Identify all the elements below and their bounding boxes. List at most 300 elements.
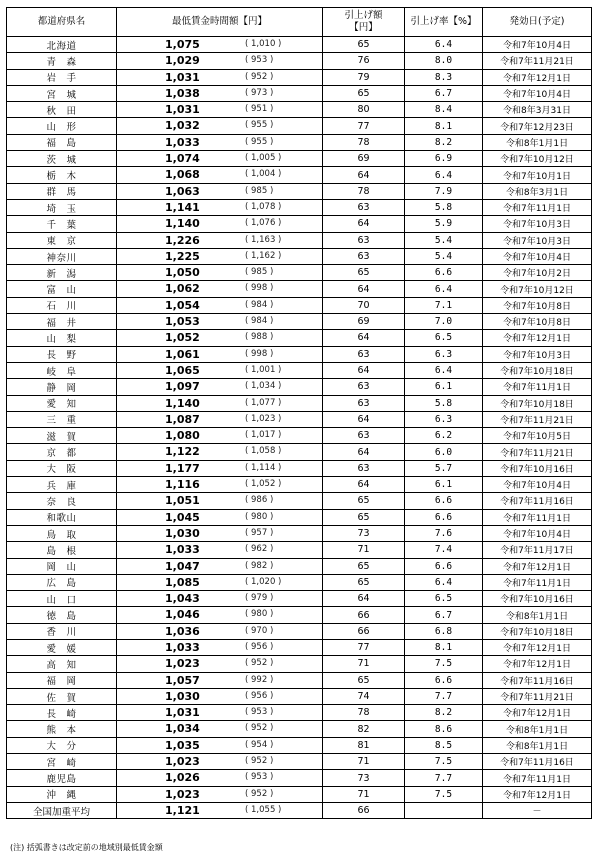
raise-amount: 81 — [323, 737, 405, 753]
effective-date: 令和7年12月1日 — [483, 69, 592, 85]
new-wage: 1,026 — [165, 771, 200, 785]
raise-amount: 78 — [323, 134, 405, 150]
prefecture-name: 愛 媛 — [7, 639, 117, 655]
previous-wage: ( 952 ) — [245, 658, 274, 669]
effective-date: 令和7年10月4日 — [483, 248, 592, 264]
raise-amount: 63 — [323, 460, 405, 476]
new-wage: 1,036 — [165, 624, 200, 638]
new-wage: 1,097 — [165, 380, 200, 394]
prefecture-name: 奈 良 — [7, 493, 117, 509]
effective-date: 令和7年11月21日 — [483, 53, 592, 69]
raise-rate: 6.2 — [405, 428, 483, 444]
new-wage: 1,050 — [165, 266, 200, 280]
wage-cell — [117, 656, 323, 672]
prefecture-name: 長 崎 — [7, 705, 117, 721]
prefecture-name: 愛 知 — [7, 395, 117, 411]
previous-wage: ( 1,004 ) — [245, 169, 282, 180]
prefecture-name: 大 分 — [7, 737, 117, 753]
raise-rate: 7.7 — [405, 770, 483, 786]
wage-cell — [117, 53, 323, 69]
wage-cell — [117, 69, 323, 85]
wage-cell — [117, 623, 323, 639]
raise-amount: 69 — [323, 151, 405, 167]
table-row — [7, 395, 592, 411]
header-raise-rate: 引上げ率【%】 — [405, 8, 483, 37]
prefecture-name: 岡 山 — [7, 558, 117, 574]
new-wage: 1,080 — [165, 429, 200, 443]
wage-cell — [117, 265, 323, 281]
raise-rate: 8.1 — [405, 118, 483, 134]
new-wage: 1,031 — [165, 706, 200, 720]
raise-amount: 71 — [323, 754, 405, 770]
wage-cell — [117, 428, 323, 444]
prefecture-name: 山 形 — [7, 118, 117, 134]
effective-date: 令和8年1月1日 — [483, 737, 592, 753]
previous-wage: ( 952 ) — [245, 71, 274, 82]
raise-rate: 6.4 — [405, 281, 483, 297]
raise-rate: 6.7 — [405, 85, 483, 101]
table-row — [7, 85, 592, 101]
wage-cell — [117, 183, 323, 199]
effective-date: 令和7年10月4日 — [483, 37, 592, 53]
new-wage: 1,061 — [165, 347, 200, 361]
raise-amount: 65 — [323, 558, 405, 574]
table-row — [7, 411, 592, 427]
previous-wage: ( 1,078 ) — [245, 201, 282, 212]
previous-wage: ( 954 ) — [245, 739, 274, 750]
previous-wage: ( 973 ) — [245, 87, 274, 98]
effective-date: 令和7年12月1日 — [483, 705, 592, 721]
prefecture-name: 和歌山 — [7, 509, 117, 525]
prefecture-name: 福 島 — [7, 134, 117, 150]
effective-date: 令和7年12月23日 — [483, 118, 592, 134]
raise-amount: 73 — [323, 770, 405, 786]
effective-date: 令和7年10月2日 — [483, 265, 592, 281]
effective-date: 令和7年10月3日 — [483, 232, 592, 248]
new-wage: 1,031 — [165, 70, 200, 84]
wage-cell — [117, 770, 323, 786]
table-row — [7, 558, 592, 574]
effective-date: 令和7年10月16日 — [483, 591, 592, 607]
raise-rate: 6.0 — [405, 444, 483, 460]
raise-amount: 65 — [323, 85, 405, 101]
raise-amount: 66 — [323, 623, 405, 639]
effective-date: 令和7年12月1日 — [483, 786, 592, 802]
raise-amount: 63 — [323, 346, 405, 362]
new-wage: 1,065 — [165, 363, 200, 377]
average-previous-wage: ( 1,055 ) — [245, 804, 282, 815]
average-row — [7, 802, 592, 818]
previous-wage: ( 1,020 ) — [245, 576, 282, 587]
table-row — [7, 574, 592, 590]
wage-cell — [117, 672, 323, 688]
wage-cell — [117, 460, 323, 476]
raise-rate: 6.6 — [405, 493, 483, 509]
raise-amount: 63 — [323, 395, 405, 411]
average-wage-cell — [117, 802, 323, 818]
wage-cell — [117, 786, 323, 802]
previous-wage: ( 1,001 ) — [245, 364, 282, 375]
table-row — [7, 330, 592, 346]
effective-date: 令和7年10月18日 — [483, 395, 592, 411]
wage-cell — [117, 151, 323, 167]
wage-cell — [117, 248, 323, 264]
header-effective-date: 発効日(予定) — [483, 8, 592, 37]
header-raise-amount: 引上げ額 【円】 — [323, 8, 405, 37]
previous-wage: ( 955 ) — [245, 136, 274, 147]
raise-amount: 64 — [323, 477, 405, 493]
new-wage: 1,032 — [165, 119, 200, 133]
raise-amount: 63 — [323, 232, 405, 248]
prefecture-name: 富 山 — [7, 281, 117, 297]
raise-rate: 6.7 — [405, 607, 483, 623]
raise-amount: 78 — [323, 705, 405, 721]
raise-amount: 82 — [323, 721, 405, 737]
wage-cell — [117, 216, 323, 232]
raise-amount: 80 — [323, 102, 405, 118]
previous-wage: ( 952 ) — [245, 756, 274, 767]
wage-cell — [117, 607, 323, 623]
table-row — [7, 607, 592, 623]
raise-rate: 6.1 — [405, 379, 483, 395]
raise-amount: 64 — [323, 216, 405, 232]
previous-wage: ( 985 ) — [245, 185, 274, 196]
effective-date: 令和7年11月16日 — [483, 493, 592, 509]
new-wage: 1,031 — [165, 103, 200, 117]
prefecture-name: 島 根 — [7, 542, 117, 558]
prefecture-name: 東 京 — [7, 232, 117, 248]
wage-cell — [117, 737, 323, 753]
wage-cell — [117, 558, 323, 574]
table-row — [7, 37, 592, 53]
table-row — [7, 69, 592, 85]
new-wage: 1,054 — [165, 298, 200, 312]
effective-date: 令和7年10月12日 — [483, 151, 592, 167]
raise-amount: 65 — [323, 37, 405, 53]
prefecture-name: 石 川 — [7, 297, 117, 313]
new-wage: 1,035 — [165, 738, 200, 752]
raise-amount: 64 — [323, 167, 405, 183]
raise-rate: 6.9 — [405, 151, 483, 167]
previous-wage: ( 955 ) — [245, 120, 274, 131]
table-row — [7, 688, 592, 704]
prefecture-name: 熊 本 — [7, 721, 117, 737]
average-label: 全国加重平均 — [7, 802, 117, 818]
raise-rate: 6.6 — [405, 265, 483, 281]
effective-date: 令和7年12月1日 — [483, 330, 592, 346]
raise-amount: 71 — [323, 786, 405, 802]
table-row — [7, 444, 592, 460]
raise-rate: 7.5 — [405, 656, 483, 672]
new-wage: 1,029 — [165, 54, 200, 68]
new-wage: 1,140 — [165, 217, 200, 231]
effective-date: 令和7年12月1日 — [483, 558, 592, 574]
previous-wage: ( 951 ) — [245, 104, 274, 115]
raise-amount: 74 — [323, 688, 405, 704]
table-row — [7, 525, 592, 541]
raise-amount: 65 — [323, 672, 405, 688]
prefecture-name: 長 野 — [7, 346, 117, 362]
raise-rate: 7.1 — [405, 297, 483, 313]
raise-rate: 8.6 — [405, 721, 483, 737]
previous-wage: ( 984 ) — [245, 316, 274, 327]
minimum-wage-table-container — [6, 7, 592, 819]
raise-rate: 6.8 — [405, 623, 483, 639]
table-row — [7, 754, 592, 770]
new-wage: 1,045 — [165, 510, 200, 524]
new-wage: 1,023 — [165, 787, 200, 801]
effective-date: 令和7年11月17日 — [483, 542, 592, 558]
prefecture-name: 福 井 — [7, 314, 117, 330]
new-wage: 1,052 — [165, 331, 200, 345]
wage-cell — [117, 85, 323, 101]
prefecture-name: 静 岡 — [7, 379, 117, 395]
effective-date: 令和7年11月1日 — [483, 574, 592, 590]
raise-rate: 6.1 — [405, 477, 483, 493]
new-wage: 1,023 — [165, 657, 200, 671]
raise-amount: 63 — [323, 428, 405, 444]
effective-date: 令和8年1月1日 — [483, 134, 592, 150]
new-wage: 1,116 — [165, 478, 200, 492]
new-wage: 1,225 — [165, 249, 200, 263]
prefecture-name: 埼 玉 — [7, 199, 117, 215]
table-row — [7, 379, 592, 395]
new-wage: 1,047 — [165, 559, 200, 573]
new-wage: 1,033 — [165, 135, 200, 149]
raise-amount: 71 — [323, 542, 405, 558]
table-row — [7, 656, 592, 672]
table-row — [7, 591, 592, 607]
raise-rate: 7.7 — [405, 688, 483, 704]
wage-cell — [117, 330, 323, 346]
table-row — [7, 216, 592, 232]
wage-cell — [117, 199, 323, 215]
wage-cell — [117, 37, 323, 53]
minimum-wage-table — [6, 7, 592, 819]
previous-wage: ( 1,058 ) — [245, 446, 282, 457]
prefecture-name: 茨 城 — [7, 151, 117, 167]
table-row — [7, 232, 592, 248]
raise-rate: 7.0 — [405, 314, 483, 330]
new-wage: 1,030 — [165, 689, 200, 703]
table-row — [7, 102, 592, 118]
table-row — [7, 705, 592, 721]
wage-cell — [117, 102, 323, 118]
table-row — [7, 623, 592, 639]
average-raise-rate — [405, 802, 483, 818]
new-wage: 1,075 — [165, 38, 200, 51]
new-wage: 1,062 — [165, 282, 200, 296]
raise-rate: 7.4 — [405, 542, 483, 558]
raise-amount: 69 — [323, 314, 405, 330]
raise-amount: 65 — [323, 493, 405, 509]
raise-amount: 70 — [323, 297, 405, 313]
prefecture-name: 新 潟 — [7, 265, 117, 281]
table-row — [7, 53, 592, 69]
raise-rate: 6.6 — [405, 558, 483, 574]
wage-cell — [117, 346, 323, 362]
raise-rate: 8.2 — [405, 705, 483, 721]
prefecture-name: 神奈川 — [7, 248, 117, 264]
prefecture-name: 京 都 — [7, 444, 117, 460]
previous-wage: ( 953 ) — [245, 55, 274, 66]
wage-cell — [117, 379, 323, 395]
effective-date: 令和7年10月4日 — [483, 525, 592, 541]
new-wage: 1,030 — [165, 526, 200, 540]
previous-wage: ( 980 ) — [245, 609, 274, 620]
previous-wage: ( 980 ) — [245, 511, 274, 522]
table-row — [7, 167, 592, 183]
prefecture-name: 千 葉 — [7, 216, 117, 232]
raise-amount: 63 — [323, 379, 405, 395]
raise-amount: 64 — [323, 330, 405, 346]
new-wage: 1,177 — [165, 461, 200, 475]
raise-amount: 64 — [323, 281, 405, 297]
previous-wage: ( 1,077 ) — [245, 397, 282, 408]
raise-rate: 6.6 — [405, 509, 483, 525]
previous-wage: ( 998 ) — [245, 348, 274, 359]
previous-wage: ( 988 ) — [245, 332, 274, 343]
wage-cell — [117, 297, 323, 313]
average-effective-date: － — [483, 802, 592, 818]
table-row — [7, 428, 592, 444]
footnote: (注) 括弧書きは改定前の地域別最低賃金額 — [10, 843, 163, 852]
raise-amount: 79 — [323, 69, 405, 85]
effective-date: 令和7年10月1日 — [483, 167, 592, 183]
prefecture-name: 兵 庫 — [7, 477, 117, 493]
new-wage: 1,033 — [165, 640, 200, 654]
raise-rate: 6.5 — [405, 591, 483, 607]
wage-cell — [117, 509, 323, 525]
raise-rate: 6.3 — [405, 411, 483, 427]
wage-cell — [117, 688, 323, 704]
wage-cell — [117, 574, 323, 590]
table-row — [7, 118, 592, 134]
previous-wage: ( 1,017 ) — [245, 430, 282, 441]
new-wage: 1,068 — [165, 168, 200, 182]
wage-cell — [117, 705, 323, 721]
previous-wage: ( 992 ) — [245, 674, 274, 685]
raise-rate: 7.5 — [405, 786, 483, 802]
raise-amount: 71 — [323, 656, 405, 672]
effective-date: 令和8年1月1日 — [483, 721, 592, 737]
new-wage: 1,046 — [165, 608, 200, 622]
previous-wage: ( 953 ) — [245, 772, 274, 783]
raise-rate: 5.4 — [405, 232, 483, 248]
table-row — [7, 672, 592, 688]
wage-cell — [117, 493, 323, 509]
new-wage: 1,140 — [165, 396, 200, 410]
prefecture-name: 広 島 — [7, 574, 117, 590]
effective-date: 令和7年11月1日 — [483, 770, 592, 786]
raise-amount: 76 — [323, 53, 405, 69]
new-wage: 1,122 — [165, 445, 200, 459]
table-row — [7, 199, 592, 215]
raise-amount: 63 — [323, 199, 405, 215]
wage-cell — [117, 281, 323, 297]
effective-date: 令和7年11月1日 — [483, 379, 592, 395]
previous-wage: ( 953 ) — [245, 707, 274, 718]
wage-cell — [117, 542, 323, 558]
effective-date: 令和7年10月18日 — [483, 623, 592, 639]
raise-rate: 5.7 — [405, 460, 483, 476]
previous-wage: ( 952 ) — [245, 788, 274, 799]
raise-rate: 8.2 — [405, 134, 483, 150]
wage-cell — [117, 477, 323, 493]
prefecture-name: 高 知 — [7, 656, 117, 672]
raise-amount: 64 — [323, 591, 405, 607]
prefecture-name: 宮 崎 — [7, 754, 117, 770]
new-wage: 1,053 — [165, 315, 200, 329]
effective-date: 令和7年10月16日 — [483, 460, 592, 476]
prefecture-name: 宮 城 — [7, 85, 117, 101]
table-row — [7, 248, 592, 264]
wage-cell — [117, 639, 323, 655]
prefecture-name: 大 阪 — [7, 460, 117, 476]
table-row — [7, 362, 592, 378]
previous-wage: ( 985 ) — [245, 267, 274, 278]
table-row — [7, 151, 592, 167]
previous-wage: ( 998 ) — [245, 283, 274, 294]
table-row — [7, 314, 592, 330]
prefecture-name: 香 川 — [7, 623, 117, 639]
wage-cell — [117, 167, 323, 183]
table-row — [7, 297, 592, 313]
prefecture-name: 北海道 — [7, 37, 117, 53]
wage-cell — [117, 362, 323, 378]
prefecture-name: 栃 木 — [7, 167, 117, 183]
previous-wage: ( 952 ) — [245, 723, 274, 734]
prefecture-name: 徳 島 — [7, 607, 117, 623]
previous-wage: ( 1,114 ) — [245, 462, 282, 473]
prefecture-name: 岐 阜 — [7, 362, 117, 378]
new-wage: 1,085 — [165, 575, 200, 589]
previous-wage: ( 1,005 ) — [245, 153, 282, 164]
raise-rate: 5.4 — [405, 248, 483, 264]
new-wage: 1,141 — [165, 200, 200, 214]
effective-date: 令和7年11月1日 — [483, 199, 592, 215]
new-wage: 1,023 — [165, 755, 200, 769]
raise-rate: 8.1 — [405, 639, 483, 655]
wage-cell — [117, 118, 323, 134]
raise-amount: 64 — [323, 444, 405, 460]
previous-wage: ( 982 ) — [245, 560, 274, 571]
raise-amount: 78 — [323, 183, 405, 199]
raise-amount: 65 — [323, 509, 405, 525]
raise-rate: 6.5 — [405, 330, 483, 346]
prefecture-name: 三 重 — [7, 411, 117, 427]
raise-rate: 6.4 — [405, 167, 483, 183]
new-wage: 1,057 — [165, 673, 200, 687]
effective-date: 令和7年11月16日 — [483, 754, 592, 770]
previous-wage: ( 1,010 ) — [245, 39, 282, 49]
wage-cell — [117, 395, 323, 411]
raise-rate: 6.4 — [405, 362, 483, 378]
prefecture-name: 鳥 取 — [7, 525, 117, 541]
wage-cell — [117, 134, 323, 150]
table-row — [7, 265, 592, 281]
prefecture-name: 佐 賀 — [7, 688, 117, 704]
effective-date: 令和7年10月3日 — [483, 216, 592, 232]
wage-cell — [117, 314, 323, 330]
prefecture-name: 滋 賀 — [7, 428, 117, 444]
header-wage: 最低賃金時間額【円】 — [117, 8, 323, 37]
raise-rate: 5.9 — [405, 216, 483, 232]
raise-rate: 8.4 — [405, 102, 483, 118]
table-row — [7, 542, 592, 558]
effective-date: 令和7年11月1日 — [483, 509, 592, 525]
average-raise-amount: 66 — [323, 802, 405, 818]
